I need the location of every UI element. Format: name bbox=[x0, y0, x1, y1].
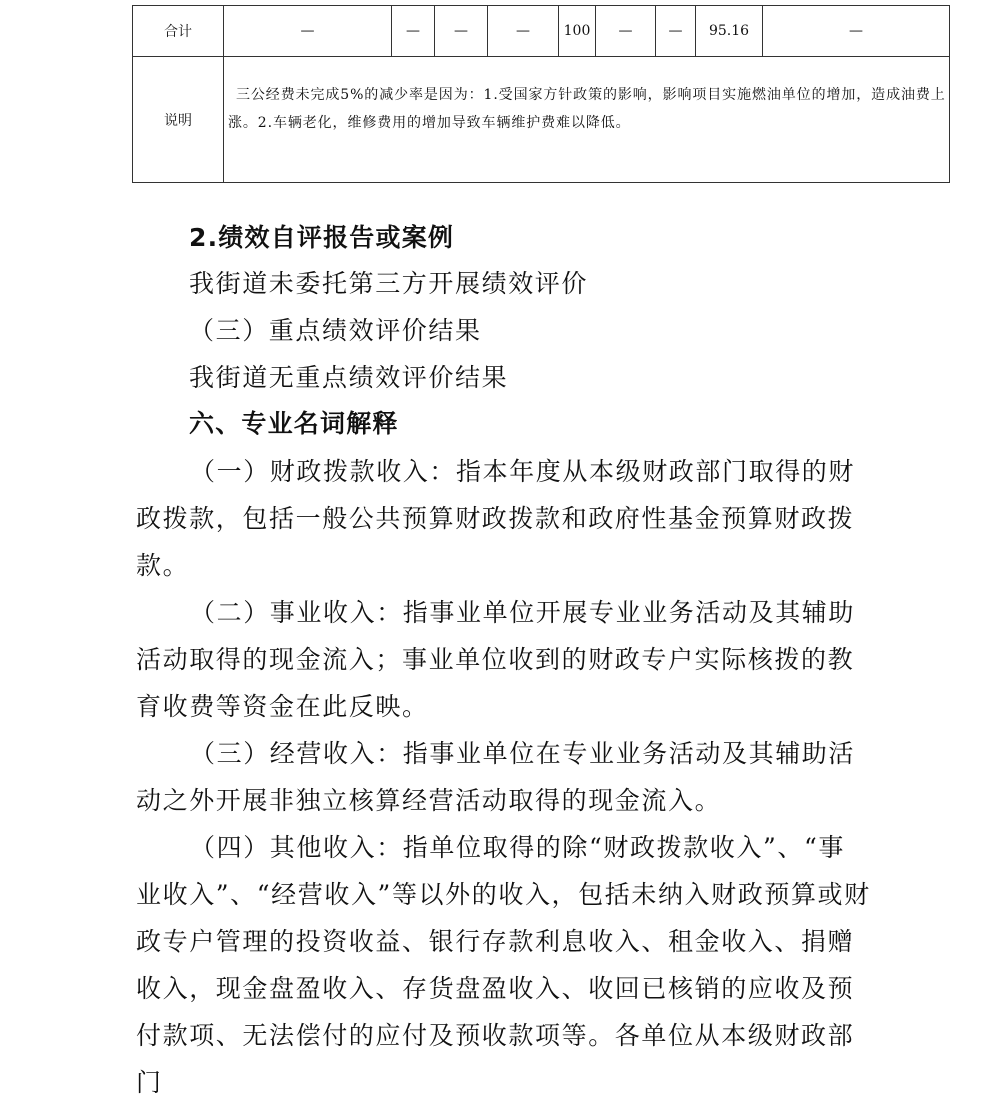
table-cell: — bbox=[488, 6, 559, 57]
glossary-term-operating-income: （三）经营收入：指事业单位在专业业务活动及其辅助活动之外开展非独立核算经营活动取得的现金流入。 bbox=[136, 739, 856, 815]
table-cell: 100 bbox=[559, 6, 596, 57]
table-cell: — bbox=[392, 6, 435, 57]
table-cell: — bbox=[435, 6, 488, 57]
glossary-term-business-income: （二）事业收入：指事业单位开展专业业务活动及其辅助活动取得的现金流入；事业单位收到的财政专户实际核拨的教育收费等资金在此反映。 bbox=[136, 598, 856, 721]
expense-summary-table bbox=[132, 5, 950, 183]
glossary-term-fiscal-appropriation: （一）财政拨款收入：指本年度从本级财政部门取得的财政拨款，包括一般公共预算财政拨款和政府性基金预算财政拨款。 bbox=[136, 457, 856, 580]
table-row-total bbox=[133, 6, 950, 57]
table-cell: — bbox=[596, 6, 656, 57]
table-cell: — bbox=[224, 6, 392, 57]
section-heading-glossary: 六、专业名词解释 bbox=[189, 409, 399, 438]
note-text: 三公经费未完成5%的减少率是因为：1.受国家方针政策的影响，影响项目实施燃油单位的增加，造成油费上涨。2.车辆老化，维修费用的增加导致车辆维护费难以降低。 bbox=[224, 57, 950, 183]
paragraph-no-key-evaluation: 我街道无重点绩效评价结果 bbox=[189, 363, 509, 392]
table-cell: — bbox=[656, 6, 696, 57]
section-heading-performance-report: 2.绩效自评报告或案例 bbox=[189, 223, 455, 252]
table-cell: — bbox=[763, 6, 950, 57]
row-label-note: 说明 bbox=[133, 57, 224, 183]
glossary-term-other-income: （四）其他收入：指单位取得的除“财政拨款收入”、“事业收入”、“经营收入”等以外的收入，包括未纳入财政预算或财政专户管理的投资收益、银行存款利息收入、租金收入、捐赠收入，现金盘盈收入、存货盘盈收入、收回已核销的应收及预付款项、无法偿付的应付及预收款项等。各单位从本级财政部门 bbox=[136, 833, 871, 1097]
table-row-note bbox=[133, 57, 950, 183]
table-cell: 95.16 bbox=[696, 6, 763, 57]
section-heading-key-evaluation: （三）重点绩效评价结果 bbox=[189, 316, 482, 345]
paragraph-no-third-party: 我街道未委托第三方开展绩效评价 bbox=[189, 269, 589, 298]
row-label-total: 合计 bbox=[133, 6, 224, 57]
